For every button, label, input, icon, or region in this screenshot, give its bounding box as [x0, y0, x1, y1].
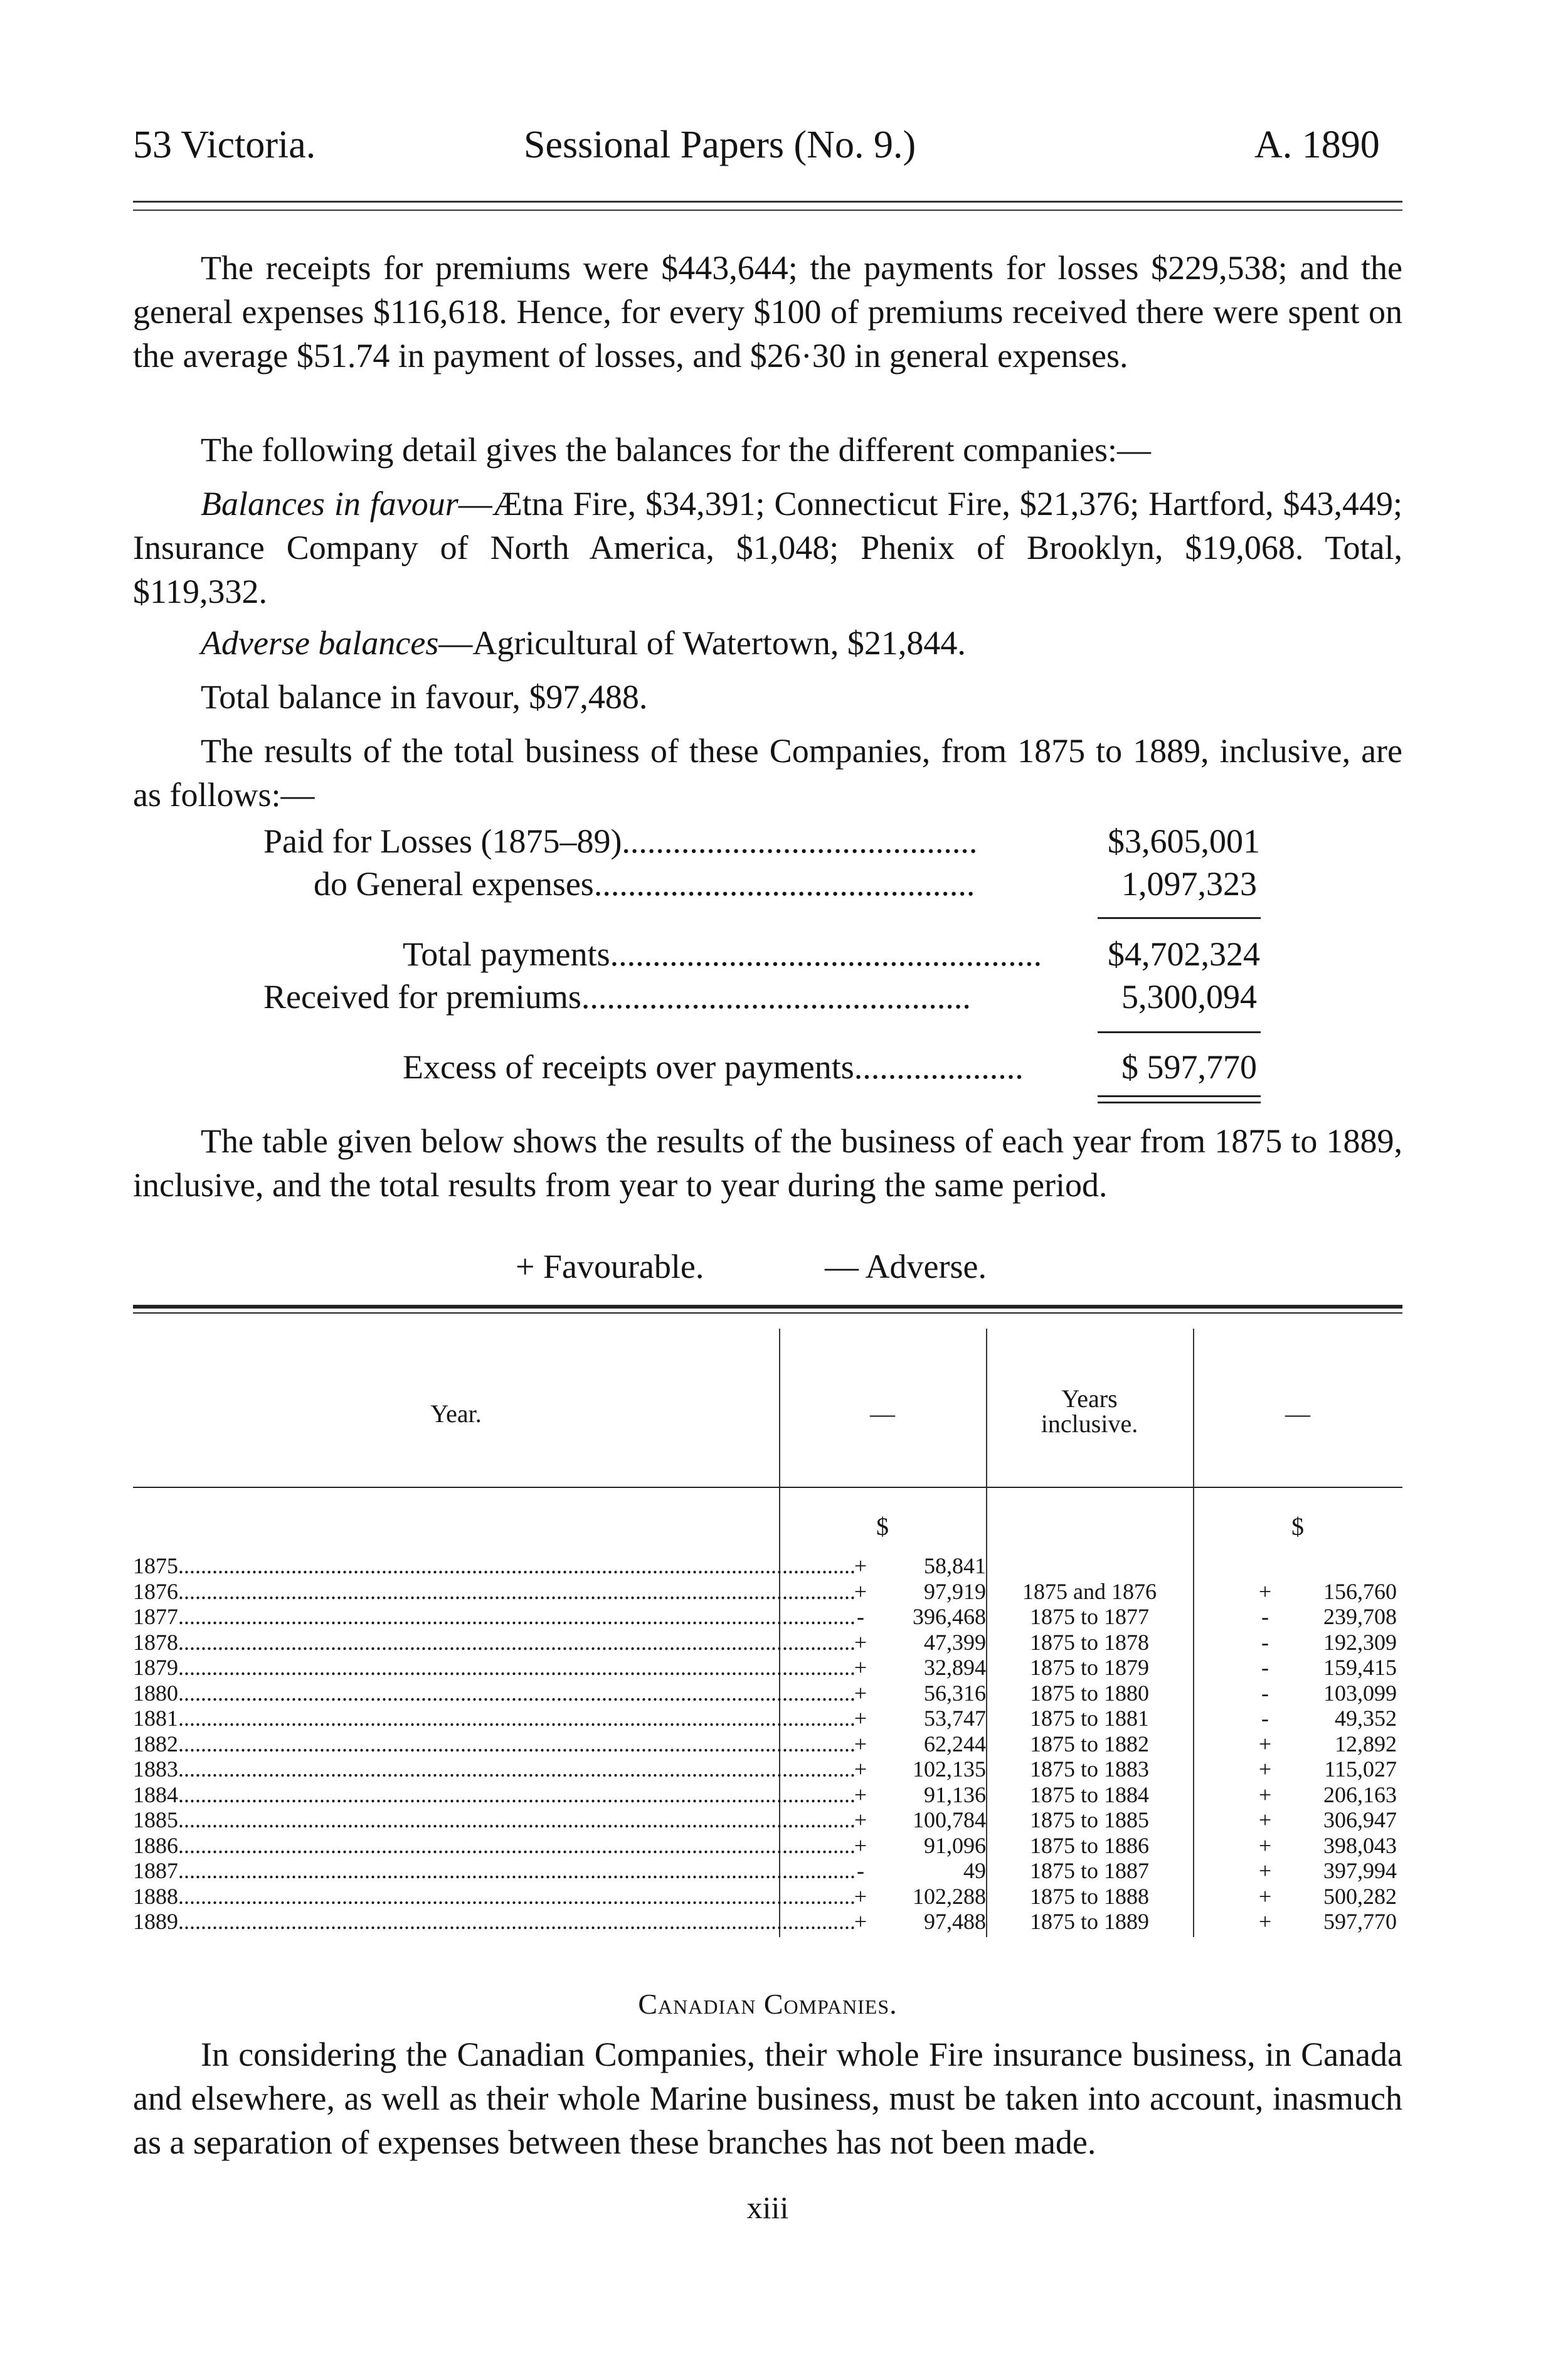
table-row — [133, 1706, 1402, 1731]
table-top-rule-thin — [133, 1312, 1402, 1314]
paragraph-adverse-balances — [133, 621, 1402, 665]
paragraph-results-intro: The results of the total business of these Companies, from 1875 to 1889, inclusive, are as follows:— — [133, 732, 1402, 814]
annual-value: 396,468 — [913, 1604, 986, 1629]
table-row — [133, 1553, 1402, 1578]
table-row — [133, 1909, 1402, 1934]
ledger-rule-double — [1098, 1095, 1261, 1097]
table-row — [133, 1833, 1402, 1858]
cumulative-sign: + — [1258, 1731, 1272, 1756]
year-cell: 1881........................................................................................................................ — [133, 1706, 856, 1731]
ledger-value: 5,300,094 — [1121, 978, 1257, 1016]
cumulative-sign: + — [1258, 1832, 1272, 1858]
header-year: Year. — [430, 1400, 482, 1428]
table-row — [133, 1756, 1402, 1782]
year-cell: 1887........................................................................................................................ — [133, 1858, 856, 1883]
annual-value: 102,135 — [913, 1756, 986, 1782]
cumulative-value: 397,994 — [1323, 1858, 1397, 1883]
years-range: 1875 to 1884 — [1029, 1782, 1149, 1807]
annual-value: 91,136 — [924, 1782, 986, 1807]
annual-value: 32,894 — [924, 1655, 986, 1680]
cumulative-sign: + — [1258, 1782, 1272, 1807]
cumulative-sign: + — [1258, 1909, 1272, 1934]
ledger-row — [263, 822, 1267, 866]
annual-sign: + — [854, 1807, 867, 1832]
ledger-rule-double — [1098, 1102, 1261, 1103]
years-range: 1875 to 1888 — [1029, 1883, 1149, 1909]
ledger-value: $4,702,324 — [1108, 935, 1260, 973]
cumulative-sign: - — [1261, 1680, 1269, 1706]
balances-favour-label: Balances in favour — [201, 485, 458, 523]
annual-sign: + — [854, 1832, 867, 1858]
header-right: A. 1890 — [1254, 124, 1380, 166]
header-years-inclusive — [986, 1386, 1193, 1437]
ledger-value: $3,605,001 — [1108, 822, 1260, 860]
years-range: 1875 and 1876 — [1022, 1578, 1157, 1604]
paragraph-table-intro: The table given below shows the results of the business of each year from 1875 to 1889, inclusive, and the total results from year to year during the same period. — [133, 1122, 1402, 1204]
annual-sign: + — [854, 1629, 867, 1655]
table-row — [133, 1579, 1402, 1604]
cumulative-value: 398,043 — [1323, 1832, 1397, 1858]
cumulative-value: 239,708 — [1323, 1604, 1397, 1629]
table-row — [133, 1782, 1402, 1807]
cumulative-sign: - — [1261, 1706, 1269, 1731]
year-cell: 1877........................................................................................................................ — [133, 1604, 856, 1629]
cumulative-value: 206,163 — [1323, 1782, 1397, 1807]
year-cell: 1876........................................................................................................................ — [133, 1578, 856, 1604]
cumulative-value: 306,947 — [1323, 1807, 1397, 1832]
unit-cumulative: $ — [1291, 1512, 1304, 1541]
cumulative-value: 103,099 — [1323, 1680, 1397, 1706]
year-cell: 1888........................................................................................................................ — [133, 1883, 856, 1909]
header-rule — [133, 201, 1402, 203]
cumulative-value: 156,760 — [1323, 1578, 1397, 1604]
annual-sign: - — [857, 1858, 864, 1883]
year-cell: 1883........................................................................................................................ — [133, 1756, 856, 1782]
annual-value: 62,244 — [924, 1731, 986, 1756]
paragraph-premiums: The receipts for premiums were $443,644; the payments for losses $229,538; and the general expenses $116,618. Hence, for every $100 of premiums received there were spent on the average $51.74 in payment of losses, and $26·30 in general expenses. — [133, 249, 1402, 375]
table-row — [133, 1807, 1402, 1832]
cumulative-sign: - — [1261, 1604, 1269, 1629]
cumulative-sign: + — [1258, 1858, 1272, 1883]
year-cell: 1875........................................................................................................................ — [133, 1553, 856, 1578]
years-range: 1875 to 1882 — [1029, 1731, 1149, 1756]
cumulative-sign: - — [1261, 1655, 1269, 1680]
annual-value: 58,841 — [924, 1553, 986, 1578]
annual-sign: + — [854, 1883, 867, 1909]
header-cumulative-result: — — [1285, 1400, 1310, 1428]
ledger-label: Received for premiums.............................................. — [263, 978, 971, 1016]
annual-value: 56,316 — [924, 1680, 986, 1706]
ledger-row — [263, 1048, 1267, 1092]
ledger-row — [263, 864, 1267, 908]
unit-annual: $ — [876, 1512, 889, 1541]
annual-sign: + — [854, 1731, 867, 1756]
years-range: 1875 to 1878 — [1029, 1629, 1149, 1655]
cumulative-value: 192,309 — [1323, 1629, 1397, 1655]
cumulative-value: 597,770 — [1323, 1909, 1397, 1934]
section-paragraph: In considering the Canadian Companies, their whole Fire insurance business, in Canada and elsewhere, as well as their whole Marine business, must be taken into account, inasmuch as a separation of expenses between these branches has not been made. — [133, 2036, 1402, 2161]
years-range: 1875 to 1886 — [1029, 1832, 1149, 1858]
annual-sign: - — [857, 1604, 864, 1629]
cumulative-sign: + — [1258, 1883, 1272, 1909]
table-row — [133, 1858, 1402, 1883]
years-range: 1875 to 1880 — [1029, 1680, 1149, 1706]
table-top-rule — [133, 1305, 1402, 1309]
annual-value: 102,288 — [913, 1883, 986, 1909]
table-row — [133, 1604, 1402, 1629]
annual-sign: + — [854, 1553, 867, 1578]
adverse-balances-text: —Agricultural of Watertown, $21,844. — [438, 624, 966, 662]
header-left: 53 Victoria. — [133, 124, 316, 166]
paragraph-detail-intro: The following detail gives the balances for the different companies:— — [201, 431, 1152, 469]
cumulative-sign: + — [1258, 1578, 1272, 1604]
ledger-value: 1,097,323 — [1121, 865, 1257, 903]
annual-sign: + — [854, 1655, 867, 1680]
years-range: 1875 to 1885 — [1029, 1807, 1149, 1832]
adverse-balances-label: Adverse balances — [201, 624, 439, 662]
year-cell: 1878........................................................................................................................ — [133, 1629, 856, 1655]
header-annual-result: — — [870, 1400, 895, 1428]
table-row — [133, 1681, 1402, 1706]
annual-value: 97,919 — [924, 1578, 986, 1604]
annual-value: 47,399 — [924, 1629, 986, 1655]
header-rule — [133, 1487, 1402, 1488]
paragraph-total-balance: Total balance in favour, $97,488. — [201, 678, 648, 716]
table-row — [133, 1884, 1402, 1909]
years-range: 1875 to 1883 — [1029, 1756, 1149, 1782]
years-range: 1875 to 1887 — [1029, 1858, 1149, 1883]
ledger-value: $ 597,770 — [1121, 1048, 1257, 1086]
year-cell: 1886........................................................................................................................ — [133, 1832, 856, 1858]
ledger-rule — [1098, 1031, 1261, 1033]
annual-sign: + — [854, 1909, 867, 1934]
cumulative-value: 500,282 — [1323, 1883, 1397, 1909]
year-cell: 1884........................................................................................................................ — [133, 1782, 856, 1807]
years-range: 1875 to 1889 — [1029, 1909, 1149, 1934]
ledger-label: Paid for Losses (1875–89).......................................... — [263, 822, 978, 860]
balances-favour-text: —Ætna Fire, $34,391; Connecticut Fire, $21,376; Hartford, $43,449; Insurance Company of North America, $1,048; Phenix of Brooklyn, $19,068. Total, $119,332. — [133, 485, 1402, 610]
annual-sign: + — [854, 1578, 867, 1604]
cumulative-sign: - — [1261, 1629, 1269, 1655]
annual-value: 97,488 — [924, 1909, 986, 1934]
ledger-label: Total payments................................................... — [403, 935, 1042, 973]
table-row — [133, 1731, 1402, 1756]
results-table — [133, 1305, 1402, 1951]
cumulative-sign: + — [1258, 1756, 1272, 1782]
cumulative-sign: + — [1258, 1807, 1272, 1832]
year-cell: 1880........................................................................................................................ — [133, 1680, 856, 1706]
header-years-line2: inclusive. — [1041, 1410, 1138, 1438]
legend-adverse: — Adverse. — [825, 1248, 987, 1285]
annual-value: 91,096 — [924, 1832, 986, 1858]
ledger-label: do General expenses............................................. — [314, 865, 975, 903]
year-cell: 1882........................................................................................................................ — [133, 1731, 856, 1756]
cumulative-value: 49,352 — [1335, 1706, 1397, 1731]
years-range: 1875 to 1879 — [1029, 1655, 1149, 1680]
annual-sign: + — [854, 1782, 867, 1807]
header-rule-double — [133, 210, 1402, 211]
year-cell: 1879........................................................................................................................ — [133, 1655, 856, 1680]
table-row — [133, 1630, 1402, 1655]
ledger-row — [263, 935, 1267, 979]
annual-sign: + — [854, 1680, 867, 1706]
cumulative-value: 159,415 — [1323, 1655, 1397, 1680]
years-range: 1875 to 1877 — [1029, 1604, 1149, 1629]
ledger-label: Excess of receipts over payments.................... — [403, 1048, 1024, 1086]
years-range: 1875 to 1881 — [1029, 1706, 1149, 1731]
year-cell: 1889........................................................................................................................ — [133, 1909, 856, 1934]
cumulative-value: 115,027 — [1324, 1756, 1397, 1782]
paragraph-balances-favour — [133, 482, 1402, 614]
annual-sign: + — [854, 1706, 867, 1731]
header-center: Sessional Papers (No. 9.) — [524, 124, 916, 166]
annual-value: 100,784 — [913, 1807, 986, 1832]
ledger-rule — [1098, 917, 1261, 919]
page-number: xiii — [746, 2190, 789, 2225]
legend-favourable: + Favourable. — [516, 1248, 704, 1285]
section-title: Canadian Companies. — [638, 1988, 898, 2020]
annual-sign: + — [854, 1756, 867, 1782]
ledger-row — [263, 977, 1267, 1021]
year-cell: 1885........................................................................................................................ — [133, 1807, 856, 1832]
cumulative-value: 12,892 — [1335, 1731, 1397, 1756]
table-row — [133, 1655, 1402, 1680]
annual-value: 53,747 — [924, 1706, 986, 1731]
header-years-line1: Years — [1061, 1384, 1118, 1413]
annual-value: 49 — [963, 1858, 986, 1883]
